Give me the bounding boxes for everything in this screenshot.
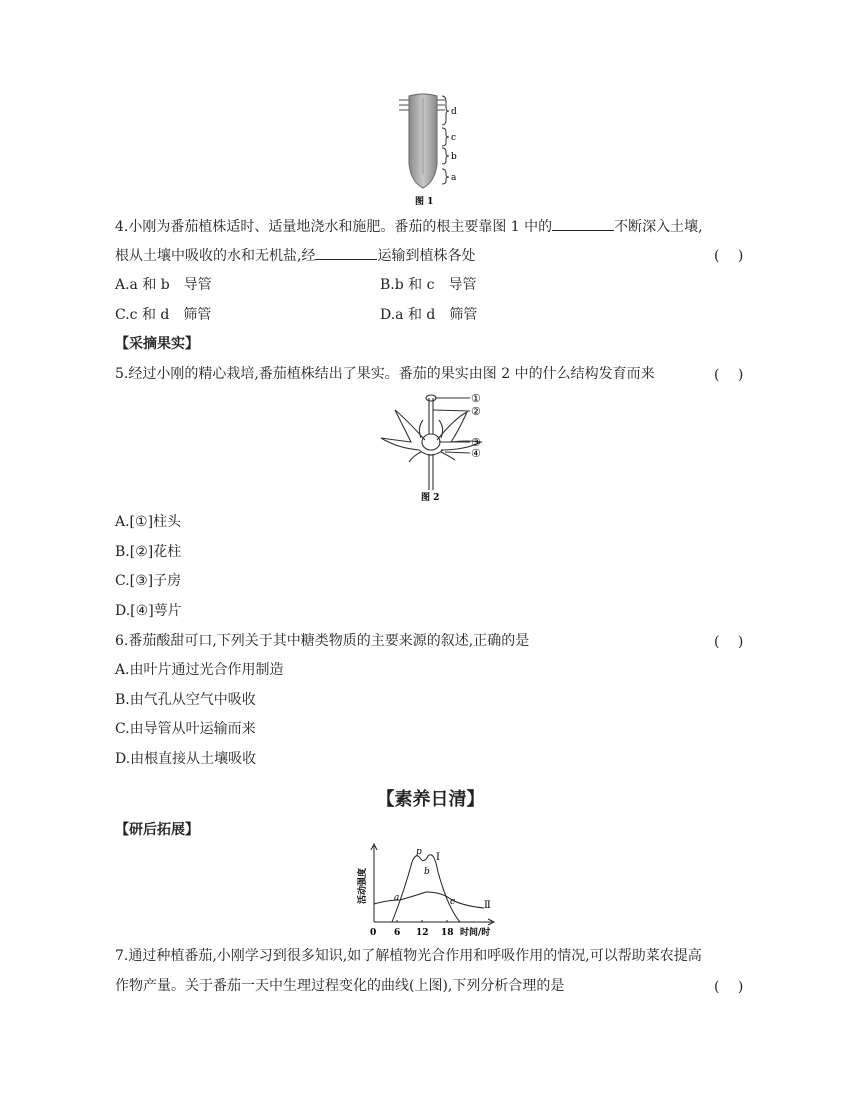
q7-stem-line1: 7.通过种植番茄,小刚学习到很多知识,如了解植物光合作用和呼吸作用的情况,可以帮助菜农提高	[115, 948, 702, 964]
fig3-series-I: Ⅰ	[436, 852, 440, 863]
fig3-tick-6: 6	[394, 928, 401, 938]
q5-option-b[interactable]: B.[②]花柱	[115, 544, 182, 560]
fig3-ylabel: 活动强度	[358, 867, 368, 904]
q4-option-c[interactable]: C.c 和 d 筛管	[115, 307, 212, 323]
fig3-tick-12: 12	[416, 928, 429, 938]
q5-option-d[interactable]: D.[④]萼片	[115, 603, 182, 619]
q5-answer-paren[interactable]: ( )	[714, 367, 744, 383]
q7-answer-paren[interactable]: ( )	[714, 979, 744, 995]
q5-option-a[interactable]: A.[①]柱头	[115, 514, 182, 530]
fig1-label-b: b	[451, 152, 457, 162]
flower-figure	[375, 390, 495, 505]
q5-option-c[interactable]: C.[③]子房	[115, 573, 182, 589]
activity-curve-figure	[352, 842, 502, 944]
fig3-label-p: p	[416, 847, 422, 857]
fig3-tick-18: 18	[441, 928, 454, 938]
fig3-label-b: b	[424, 867, 430, 877]
fig2-label-3: ③	[471, 436, 481, 449]
fig1-label-a: a	[451, 173, 457, 183]
q6-option-c[interactable]: C.由导管从叶运输而来	[115, 721, 256, 737]
q4-blank-2[interactable]	[315, 245, 377, 260]
root-tip-figure	[395, 92, 465, 207]
fig1-label-c: c	[451, 133, 457, 143]
fig3-label-a: a	[394, 893, 400, 903]
q6-option-a[interactable]: A.由叶片通过光合作用制造	[115, 662, 284, 678]
q4-option-b[interactable]: B.b 和 c 导管	[380, 277, 477, 293]
fig1-label-d: d	[451, 107, 457, 117]
fig2-caption: 图 2	[421, 493, 440, 503]
q6-option-b[interactable]: B.由气孔从空气中吸收	[115, 692, 256, 708]
fig1-caption: 图 1	[415, 197, 434, 207]
q5-stem: 5.经过小刚的精心栽培,番茄植株结出了果实。番茄的果实由图 2 中的什么结构发育而来	[115, 366, 655, 382]
q6-answer-paren[interactable]: ( )	[714, 634, 744, 650]
fig3-series-II: Ⅱ	[484, 900, 491, 911]
q4-option-d[interactable]: D.a 和 d 筛管	[380, 307, 478, 323]
section-pick-fruit: 【采摘果实】	[115, 336, 199, 352]
fig2-label-2: ②	[471, 405, 481, 418]
fig3-label-c: c	[450, 897, 456, 907]
q4-stem-line2: 根从土壤中吸收的水和无机盐,经 运输到植株各处	[115, 245, 475, 266]
section-title: 【素养日清】	[376, 789, 485, 810]
fig3-xlabel: 时间/时	[460, 928, 491, 938]
section-extension: 【研后拓展】	[115, 822, 199, 838]
q7-stem-line2: 作物产量。关于番茄一天中生理过程变化的曲线(上图),下列分析合理的是	[115, 978, 565, 994]
fig3-tick-0: 0	[370, 928, 377, 938]
q6-stem: 6.番茄酸甜可口,下列关于其中糖类物质的主要来源的叙述,正确的是	[115, 633, 530, 649]
q4-stem-line1: 4.小刚为番茄植株适时、适量地浇水和施肥。番茄的根主要靠图 1 中的 不断深入土壤,	[115, 216, 703, 237]
fig2-label-4: ④	[471, 447, 481, 460]
q4-option-a[interactable]: A.a 和 b 导管	[115, 277, 212, 293]
q4-blank-1[interactable]	[552, 216, 614, 231]
q6-option-d[interactable]: D.由根直接从土壤吸收	[115, 751, 257, 767]
q4-answer-paren[interactable]: ( )	[714, 248, 744, 264]
fig2-label-1: ①	[471, 392, 481, 405]
